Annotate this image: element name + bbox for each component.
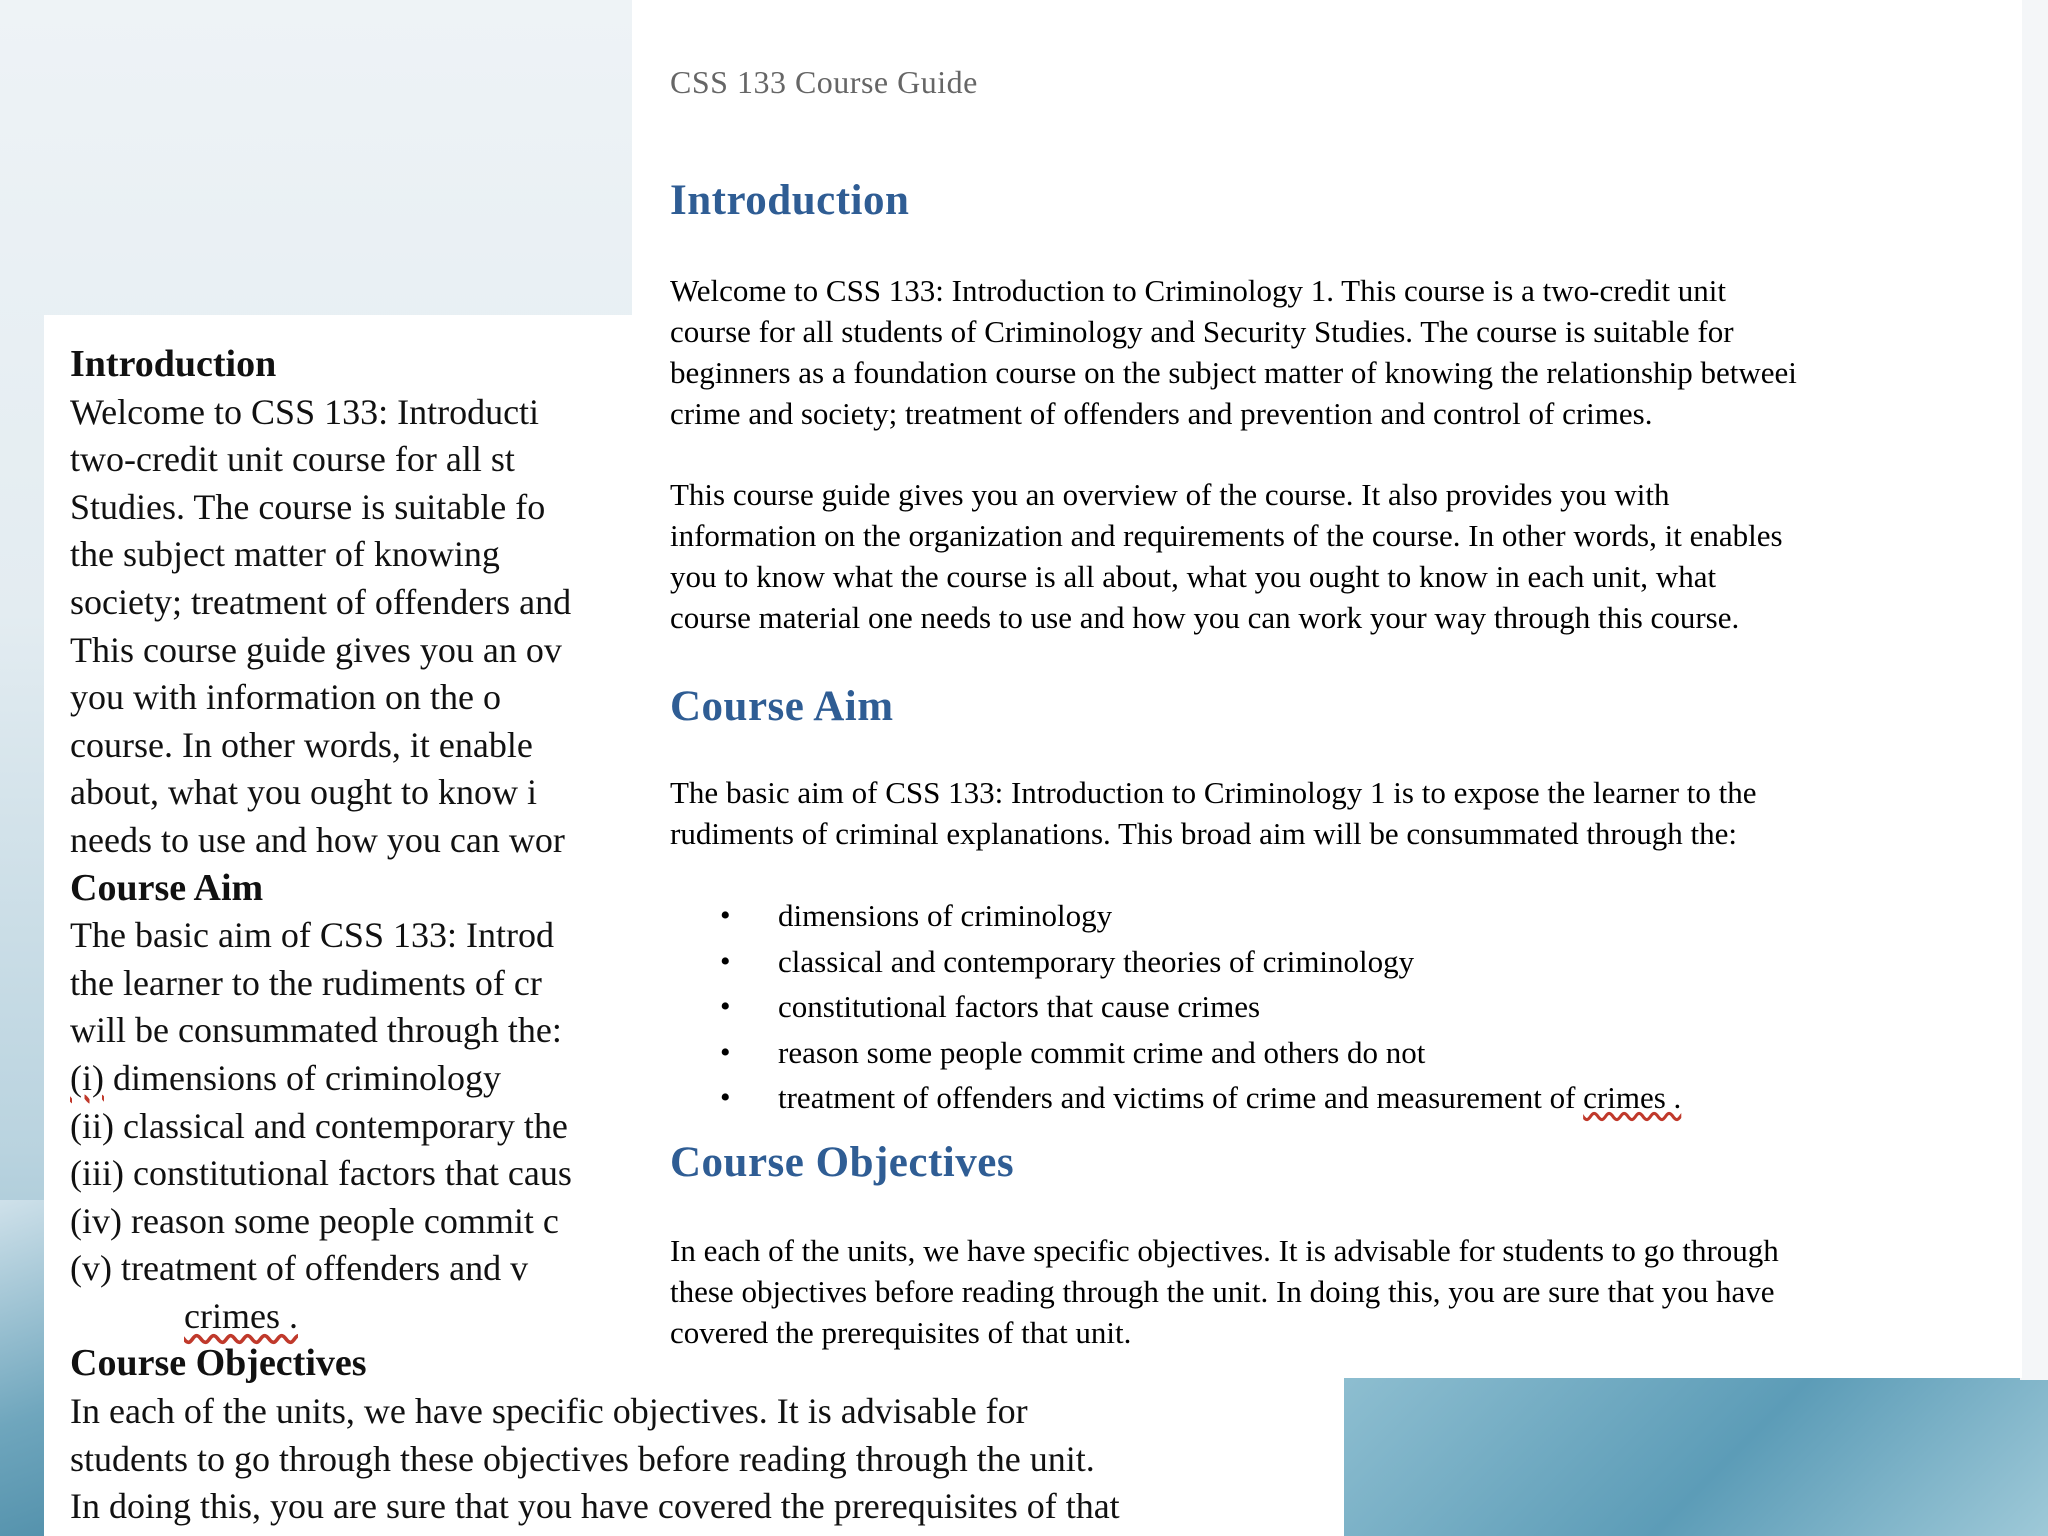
list-marker: (iii) (70, 1153, 124, 1194)
paragraph-line: course for all students of Criminology and Security Studies. The course is suitable for (670, 314, 1734, 349)
list-text: dimensions of criminology (103, 1057, 501, 1098)
back-aim-line: The basic aim of CSS 133: Introd (70, 915, 554, 956)
list-text: classical and contemporary the (113, 1105, 568, 1146)
back-objectives-line: In doing this, you are sure that you have covered the prerequisites of that (70, 1486, 1120, 1527)
paragraph-line: these objectives before reading through the unit. In doing this, you are sure that you have (670, 1274, 1775, 1309)
back-intro-line: Studies. The course is suitable fo (70, 486, 546, 527)
paragraph-line: The basic aim of CSS 133: Introduction to Criminology 1 is to expose the learner to the (670, 775, 1757, 810)
list-text: treatment of offenders and v (111, 1248, 529, 1289)
background-strip (2020, 0, 2048, 1380)
spellcheck-word: crimes . (184, 1295, 298, 1336)
paragraph-line: crime and society; treatment of offenders and prevention and control of crimes. (670, 396, 1653, 431)
spellcheck-word: crimes . (1583, 1080, 1682, 1115)
bullet-item: • reason some people commit crime and others do not (670, 1030, 1681, 1076)
list-marker: (i) (70, 1057, 104, 1098)
back-intro-line: society; treatment of offenders and (70, 581, 572, 622)
list-text: constitutional factors that caus (123, 1153, 572, 1194)
back-intro-line: two-credit unit course for all st (70, 439, 515, 480)
list-marker: (v) (70, 1248, 112, 1289)
front-aim-bullet-list (670, 893, 1681, 1121)
back-intro-line: Welcome to CSS 133: Introducti (70, 391, 540, 432)
list-text: reason some people commit c (121, 1200, 559, 1241)
back-intro-line: about, what you ought to know i (70, 772, 537, 813)
list-marker: (iv) (70, 1200, 122, 1241)
front-intro-heading: Introduction (670, 177, 910, 224)
paragraph-line: information on the organization and requirements of the course. In other words, it enables (670, 518, 1783, 553)
back-objectives-line: students to go through these objectives before reading through the unit. (70, 1438, 1095, 1479)
bullet-item: • dimensions of criminology (670, 893, 1681, 939)
front-document-page (632, 0, 2022, 1378)
front-objectives-paragraph (670, 1230, 2022, 1353)
front-intro-paragraph-2 (670, 474, 2022, 638)
front-aim-paragraph (670, 772, 2022, 854)
back-intro-line: needs to use and how you can wor (70, 819, 565, 860)
page-header: CSS 133 Course Guide (670, 64, 978, 100)
bullet-item: • classical and contemporary theories of criminology (670, 939, 1681, 985)
bullet-item (670, 1075, 1681, 1121)
paragraph-line: course material one needs to use and how you can work your way through this course. (670, 600, 1740, 635)
background-corner (1328, 1378, 2048, 1536)
bullet-text: treatment of offenders and victims of crime and measurement of (778, 1080, 1584, 1115)
back-objectives-line: In each of the units, we have specific objectives. It is advisable for (70, 1391, 1028, 1432)
paragraph-line: beginners as a foundation course on the subject matter of knowing the relationship betweei (670, 355, 1797, 390)
back-intro-line: This course guide gives you an ov (70, 629, 562, 670)
list-marker: (ii) (70, 1105, 114, 1146)
front-objectives-heading: Course Objectives (670, 1139, 1015, 1186)
bullet-item: • constitutional factors that cause crimes (670, 984, 1681, 1030)
paragraph-line: covered the prerequisites of that unit. (670, 1315, 1132, 1350)
back-intro-line: the subject matter of knowing (70, 534, 500, 575)
paragraph-line: rudiments of criminal explanations. This broad aim will be consummated through the: (670, 816, 1737, 851)
front-intro-paragraph-1 (670, 270, 2022, 434)
front-aim-heading: Course Aim (670, 683, 894, 730)
paragraph-line: you to know what the course is all about, what you ought to know in each unit, what (670, 559, 1717, 594)
back-intro-line: you with information on the o (70, 677, 501, 718)
back-aim-heading: Course Aim (70, 866, 264, 909)
paragraph-line: This course guide gives you an overview of the course. It also provides you with (670, 477, 1670, 512)
back-intro-line: course. In other words, it enable (70, 724, 533, 765)
back-aim-line: will be consummated through the: (70, 1010, 562, 1051)
paragraph-line: In each of the units, we have specific objectives. It is advisable for students to go through (670, 1233, 1779, 1268)
back-intro-heading: Introduction (70, 343, 277, 385)
back-objectives-heading: Course Objectives (70, 1342, 367, 1385)
paragraph-line: Welcome to CSS 133: Introduction to Criminology 1. This course is a two-credit unit (670, 273, 1726, 308)
back-aim-line: the learner to the rudiments of cr (70, 962, 542, 1003)
